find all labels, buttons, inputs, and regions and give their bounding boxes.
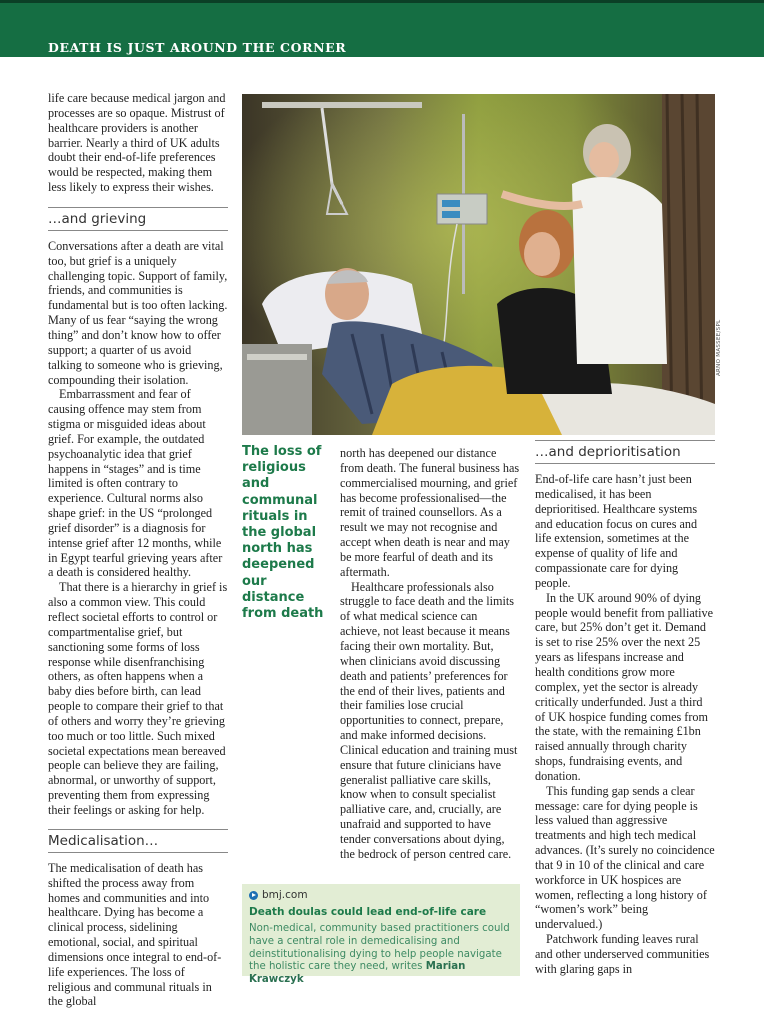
subhead-grieving: …and grieving [48, 207, 228, 231]
paragraph: Embarrassment and fear of causing offence may stem from stigma or misguided ideas about grief. For example, the outdated psychoanalytic idea that grief happens in “stages” and is time limited is often contrary to experience. Cultural norms also shape grief: in the US “prolonged grief disorder” is a diagnosis for intense grief after 12 months, while in Egypt tearful grieving years after a death is considered healthy. [48, 387, 223, 580]
promo-source [249, 889, 513, 901]
related-article-promo[interactable] [242, 884, 520, 986]
subhead-deprioritisation: …and deprioritisation [535, 440, 715, 464]
section-title: DEATH IS JUST AROUND THE CORNER [48, 40, 347, 55]
play-icon [249, 891, 258, 900]
paragraph: That there is a hierarchy in grief is also a common view. This could reflect societal efforts to control or compartmentalise grief, but sanctioning some forms of loss response while disenfranchising others, as often happens when a baby dies before birth, can lead people to compare their grief to that of others and worry they’re grieving too much or too little. Such mixed societal expectations mean bereaved people can believe they are failing, abnormal, or unworthy of support, preventing them from expressing their feelings or asking for help. [48, 580, 228, 817]
hospital-bed-photo [242, 94, 715, 435]
subhead-medicalisation: Medicalisation… [48, 829, 228, 853]
paragraph: Conversations after a death are vital too, but grief is a uniquely challenging topic. Support of family, friends, and communities is fundamental but is too often lacking. Many of us fear “saying the wrong thing” and don’t know how to offer support; a quarter of us avoid talking to someone who is grieving, compounding their isolation. [48, 238, 228, 387]
promo-body-text: Non-medical, community based practitioners could have a central role in demedicalising and deinstitutionalising dying to help people navigate the holistic care they need, writes [249, 923, 510, 973]
paragraph: north has deepened our distance from death. The funeral business has commercialised mourning, and grief has become professionalised—the remit of trained counsellors. As a result we may not recognise and accept when death is near and may be more fearful of death and its aftermath. [340, 446, 520, 579]
promo-body [249, 923, 513, 987]
pull-quote: The loss of religious and communal rituals in the global north has deepened our distance from death [242, 444, 324, 622]
section-header-bar [0, 0, 764, 57]
left-column [48, 91, 228, 1009]
paragraph: In the UK around 90% of dying people would benefit from palliative care, but 25% don’t get it. Demand is set to rise 25% over the next 25 years as lifespans increase and health conditions grow more complex, yet the sector is already critically underfunded. Just a third of UK hospice funding comes from the state, with the remaining £1bn raised annually through charity shops, fundraising events, and donation. [535, 590, 714, 783]
photo-credit: ARNO MASSEE/SPL [716, 319, 722, 376]
paragraph: The medicalisation of death has shifted the process away from homes and communities and into healthcare. Dying has become a clinical process, sidelining emotional, social, and spiritual dimensions once integral to end-of-life experiences. The loss of religious and communal rituals in the global [48, 860, 222, 1009]
paragraph: Patchwork funding leaves rural and other underserved communities with glaring gaps in [535, 932, 710, 976]
promo-headline[interactable]: Death doulas could lead end-of-life care [249, 906, 487, 918]
paragraph: This funding gap sends a clear message: care for dying people is less valued than aggressive treatments and high tech medical advances. (It’s surely no coincidence that 9 in 10 of the clinical and care workforce in UK hospices are women, reflecting a long history of “women’s work” being undervalued.) [535, 783, 715, 932]
paragraph: Healthcare professionals also struggle to face death and the limits of what medical science can achieve, not least because it means facing their own mortality. But, when clinicians avoid discussing death and patients’ preferences for the end of their lives, patients and their families lose crucial opportunities to connect, prepare, and make informed decisions. Clinical education and training must ensure that future clinicians have generalist palliative care skills, know when to consult specialist palliative care, and, crucially, are unafraid and supported to have tender conversations about dying, the bedrock of person centred care. [340, 579, 518, 861]
paragraph: life care because medical jargon and processes are so opaque. Mistrust of healthcare providers is another barrier. Nearly a third of UK adults doubt their end-of-life preferences would be respected, making them less likely to express their wishes. [48, 91, 226, 195]
middle-column [340, 446, 520, 862]
right-column [535, 440, 715, 977]
promo-author: Marian Krawczyk [249, 961, 466, 986]
paragraph: End-of-life care hasn’t just been medicalised, it has been deprioritised. Healthcare systems and education focus on cures and life extension, sometimes at the expense of quality of life and compassionate care for dying people. [535, 472, 698, 590]
promo-source-label: bmj.com [262, 889, 308, 901]
